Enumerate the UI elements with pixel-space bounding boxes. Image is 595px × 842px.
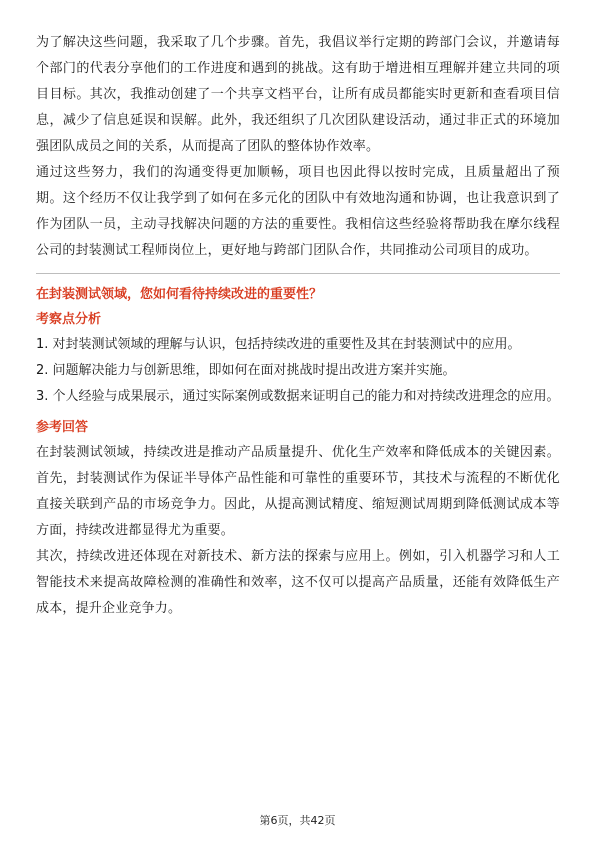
analysis-item-1: 1. 对封装测试领域的理解与认识，包括持续改进的重要性及其在封装测试中的应用。 — [36, 337, 521, 352]
answer-label: 参考回答 — [36, 420, 89, 435]
answer-paragraph-1: 在封装测试领域，持续改进是推动产品质量提升、优化生产效率和降低成本的关键因素。首先，封装测试作为保证半导体产品性能和可靠性的重要环节，其技术与流程的不断优化直接关联到产品的市场竞争力。因此，从提高测试精度、缩短测试周期到降低测试成本等方面，持续改进都显得尤为重要。 — [36, 445, 560, 538]
intro-paragraph-2: 通过这些努力，我们的沟通变得更加顺畅，项目也因此得以按时完成，且质量超出了预期。这个经历不仅让我学到了如何在多元化的团队中有效地沟通和协调，也让我意识到了作为团队一员，主动寻找解决问题的方法的重要性。我相信这些经验将帮助我在摩尔线程公司的封装测试工程师岗位上，更好地与跨部门团队合作，共同推动公司项目的成功。 — [36, 165, 560, 258]
page-content — [36, 30, 560, 622]
analysis-item-3: 3. 个人经验与成果展示，通过实际案例或数据来证明自己的能力和对持续改进理念的应用。 — [36, 389, 560, 404]
analysis-label: 考察点分析 — [36, 312, 102, 327]
section-divider — [36, 273, 560, 274]
page-number-footer: 第6页，共42页 — [259, 814, 336, 827]
analysis-item-2: 2. 问题解决能力与创新思维，即如何在面对挑战时提出改进方案并实施。 — [36, 363, 456, 378]
intro-paragraph-1: 为了解决这些问题，我采取了几个步骤。首先，我倡议举行定期的跨部门会议，并邀请每个部门的代表分享他们的工作进度和遇到的挑战。这有助于增进相互理解并建立共同的项目目标。其次，我推动创建了一个共享文档平台，让所有成员都能实时更新和查看项目信息，减少了信息延误和误解。此外，我还组织了几次团队建设活动，通过非正式的环境加强团队成员之间的关系，从而提高了团队的整体协作效率。 — [36, 35, 560, 154]
answer-paragraph-2: 其次，持续改进还体现在对新技术、新方法的探索与应用上。例如，引入机器学习和人工智能技术来提高故障检测的准确性和效率，这不仅可以提高产品质量，还能有效降低生产成本，提升企业竞争力。 — [36, 549, 560, 616]
question-heading: 在封装测试领域，您如何看待持续改进的重要性？ — [36, 287, 323, 302]
